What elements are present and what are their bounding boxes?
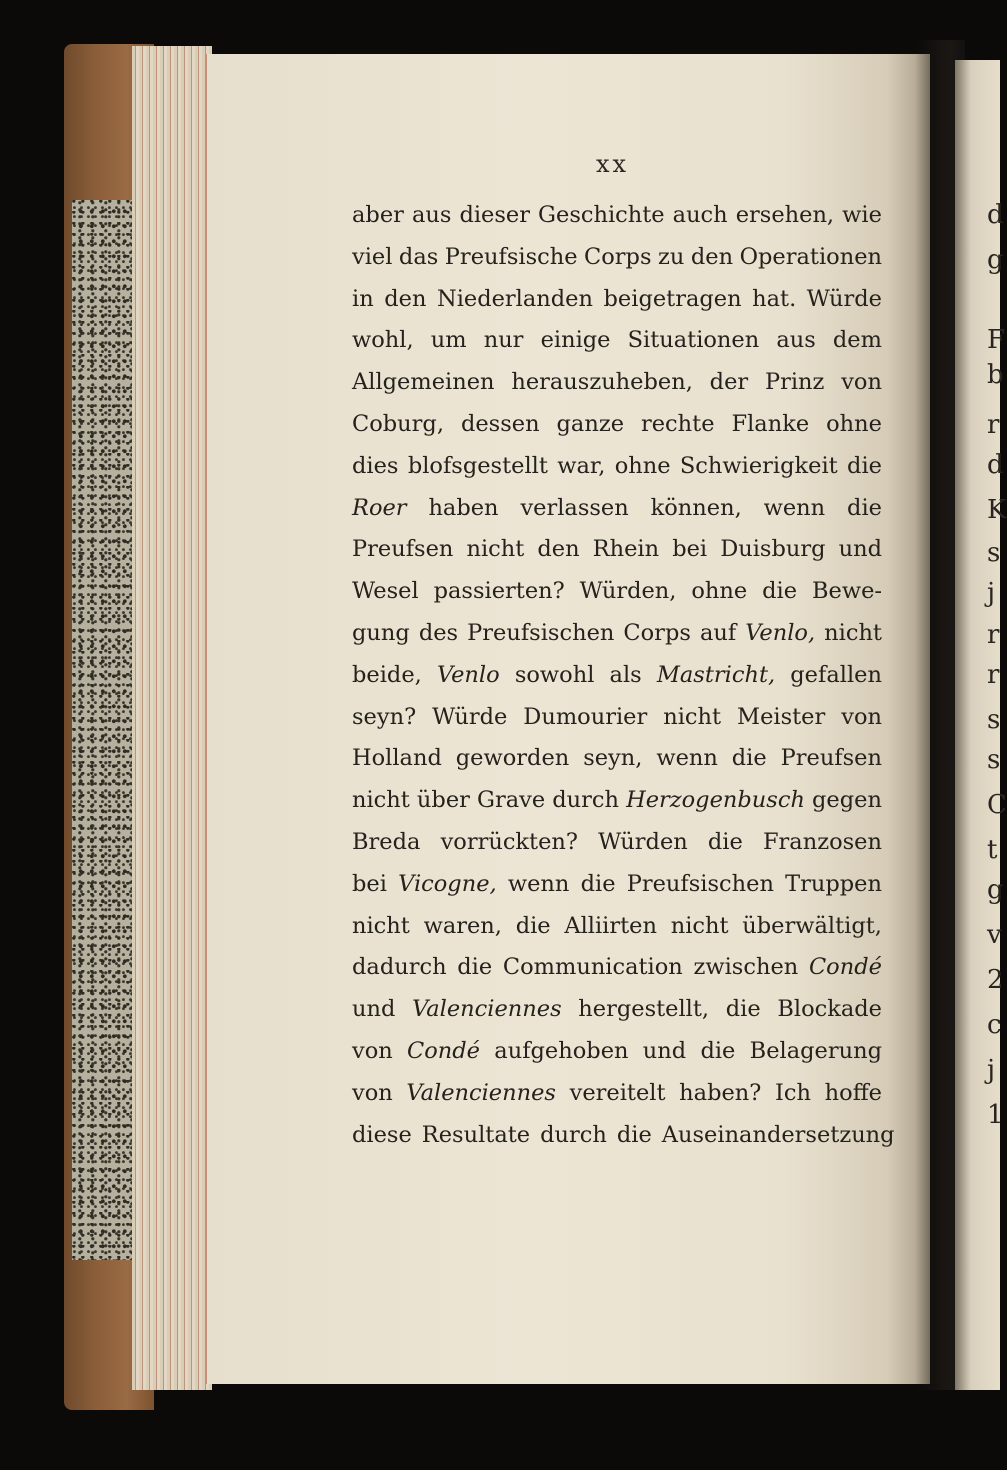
facing-page-letter: C [987, 790, 1007, 820]
word: und [838, 536, 882, 563]
word: Resultate [421, 1121, 531, 1148]
page-number: xx [596, 150, 630, 178]
body-text [352, 195, 895, 1156]
page-stack-edges [132, 46, 212, 1390]
word: Meister [737, 703, 826, 730]
word: geworden [455, 745, 570, 772]
word: von [841, 369, 882, 396]
word: hat. [752, 285, 797, 312]
facing-page-edge [955, 60, 1007, 1390]
word: Venlo [436, 661, 500, 688]
word: durch [552, 787, 619, 814]
facing-page-letter: g [987, 875, 1004, 905]
word: überwältigt, [742, 912, 882, 939]
word: herauszuheben, [511, 369, 693, 396]
facing-page-letter: j [987, 578, 996, 608]
word: wenn [763, 494, 826, 521]
word: den [690, 243, 734, 270]
facing-page-letter: 1 [987, 1100, 1004, 1130]
word: von [352, 1037, 393, 1064]
word: und [352, 996, 396, 1023]
facing-page-letter: b [987, 360, 1004, 390]
word: auf [699, 619, 737, 646]
text-line [352, 529, 882, 571]
word: Corps [584, 243, 652, 270]
word: und [642, 1037, 687, 1064]
word: ohne [691, 578, 748, 605]
word: nur [483, 327, 524, 354]
text-line [352, 446, 882, 488]
word: Communication [502, 954, 683, 981]
word: Roer [352, 494, 407, 521]
text-line [352, 237, 882, 279]
word: die [616, 1121, 652, 1148]
word: hergestellt, [578, 996, 710, 1023]
word: Prinz [764, 369, 825, 396]
word: den [384, 285, 427, 312]
word: ganze [556, 410, 625, 437]
word: rechte [640, 410, 715, 437]
word: einige [540, 327, 611, 354]
word: Belagerung [749, 1037, 882, 1064]
word: die [847, 452, 882, 479]
word: die [515, 912, 551, 939]
word: waren, [423, 912, 502, 939]
text-line [352, 488, 882, 530]
word: Wesel [352, 578, 419, 605]
text-line [352, 864, 882, 906]
facing-page-letter: F [987, 325, 1006, 355]
word: beide, [352, 661, 422, 688]
word: aufgehoben [494, 1037, 629, 1064]
word: Schwierigkeit [679, 452, 838, 479]
word: Würden [598, 828, 688, 855]
word: Dumourier [523, 703, 648, 730]
word: Franzosen [762, 828, 882, 855]
word: die [700, 1037, 736, 1064]
word: wohl, [352, 327, 414, 354]
word: Corps [623, 619, 691, 646]
word: Truppen [785, 870, 882, 897]
facing-page-letter: r [987, 620, 1000, 650]
word: wenn [507, 870, 570, 897]
word: haben? [679, 1079, 762, 1106]
word: Rhein [592, 536, 660, 563]
word: Breda [352, 828, 421, 855]
word: nicht [670, 912, 729, 939]
word: die [457, 954, 493, 981]
word: dies [352, 452, 399, 479]
word: Blockade [777, 996, 882, 1023]
facing-page-letter: r [987, 660, 1000, 690]
word: von [841, 703, 882, 730]
word: dessen [460, 410, 540, 437]
text-line [352, 195, 882, 237]
text-line [352, 613, 882, 655]
word: Preufsischen [626, 870, 774, 897]
word: seyn? [352, 703, 417, 730]
word: Valenciennes [412, 996, 562, 1023]
text-line [352, 947, 882, 989]
word: die [725, 996, 761, 1023]
text-line [352, 738, 882, 780]
word: von [352, 1079, 393, 1106]
word: vorrückten? [440, 828, 578, 855]
word: zwischen [693, 954, 799, 981]
text-line [352, 906, 882, 948]
word: Geschichte [538, 202, 665, 228]
text-line [352, 571, 882, 613]
word: Preufsische [444, 243, 578, 270]
facing-page-letter: K [987, 495, 1007, 525]
text-line [352, 404, 882, 446]
word: zu [658, 243, 685, 270]
word: Grave [476, 787, 546, 814]
text-line [352, 1073, 882, 1115]
word: Auseinandersetzung [661, 1121, 895, 1148]
word: seyn, [583, 745, 643, 772]
text-line [352, 320, 882, 362]
word: Würde [432, 703, 508, 730]
word: der [709, 369, 749, 396]
facing-page-letter: c [987, 1010, 1002, 1040]
word: Alliirten [564, 912, 657, 939]
word: nicht [466, 536, 525, 563]
word: bei [352, 870, 387, 897]
word: Allgemeinen [352, 369, 495, 396]
word: dadurch [352, 954, 447, 981]
word: blofsgestellt [407, 452, 548, 479]
word: aber [352, 202, 404, 228]
word: ohne [614, 452, 671, 479]
word: nicht [352, 787, 410, 814]
word: Würden, [579, 578, 677, 605]
facing-page-letter: s [987, 745, 1001, 775]
text-line [352, 279, 882, 321]
facing-page-letter: v [987, 920, 1002, 950]
word: bei [672, 536, 708, 563]
word: Condé [808, 954, 882, 981]
word: Valenciennes [406, 1079, 556, 1106]
word: Mastricht, [656, 661, 776, 688]
facing-page-letter: t [987, 835, 998, 865]
word: Preufsischen [467, 619, 615, 646]
word: die [731, 745, 767, 772]
facing-page-letter: d [987, 200, 1004, 230]
word: über [416, 787, 470, 814]
text-line [352, 1115, 895, 1157]
word: die [580, 870, 616, 897]
word: Duisburg [720, 536, 826, 563]
word: können, [650, 494, 742, 521]
facing-page-letter: d [987, 450, 1004, 480]
word: dem [832, 327, 882, 354]
text-line [352, 780, 882, 822]
word: Ich [775, 1079, 811, 1106]
word: des [418, 619, 459, 646]
word: gung [352, 619, 410, 646]
word: war, [557, 452, 606, 479]
text-line [352, 822, 882, 864]
word: die [762, 578, 798, 605]
facing-page-letter: j [987, 1055, 996, 1085]
word: nicht [824, 619, 882, 646]
facing-page-letter: r [987, 410, 1000, 440]
text-line [352, 655, 882, 697]
word: Preufsen [780, 745, 882, 772]
word: diese [352, 1121, 412, 1148]
word: als [609, 661, 642, 688]
word: Coburg, [352, 410, 444, 437]
word: aus [776, 327, 816, 354]
word: die [707, 828, 743, 855]
word: haben [428, 494, 499, 521]
word: Vicogne, [398, 870, 497, 897]
word: Bewe- [811, 578, 882, 605]
facing-page-letter: 2 [987, 965, 1004, 995]
word: Holland [352, 745, 442, 772]
word: Condé [407, 1037, 481, 1064]
word: nicht [663, 703, 722, 730]
word: Operationen [739, 243, 882, 270]
word: vereitelt [569, 1079, 666, 1106]
word: ohne [826, 410, 882, 437]
word: Niederlanden [437, 285, 593, 312]
text-line [352, 1031, 882, 1073]
word: Preufsen [352, 536, 454, 563]
text-line [352, 362, 882, 404]
text-line [352, 697, 882, 739]
word: wenn [656, 745, 718, 772]
word: die [847, 494, 882, 521]
word: Flanke [731, 410, 810, 437]
word: Situationen [627, 327, 760, 354]
word: aus [411, 202, 452, 228]
word: wie [842, 202, 882, 228]
word: Herzogenbusch [626, 787, 805, 814]
word: verlassen [520, 494, 629, 521]
facing-page-letter: g [987, 245, 1004, 275]
word: Würde [806, 285, 882, 312]
facing-page-letter: s [987, 538, 1001, 568]
word: passierten? [433, 578, 565, 605]
word: hoffe [824, 1079, 882, 1106]
word: auch [672, 202, 728, 228]
word: beigetragen [603, 285, 742, 312]
word: in [352, 285, 374, 312]
word: Venlo, [745, 619, 816, 646]
word: dieser [459, 202, 530, 228]
word: viel [352, 243, 393, 270]
word: durch [540, 1121, 607, 1148]
word: um [430, 327, 467, 354]
word: den [537, 536, 580, 563]
word: gegen [812, 787, 882, 814]
facing-page-letter: s [987, 705, 1001, 735]
text-line [352, 989, 882, 1031]
word: gefallen [790, 661, 882, 688]
word: sowohl [514, 661, 595, 688]
word: das [398, 243, 439, 270]
word: ersehen, [735, 202, 835, 228]
word: nicht [352, 912, 410, 939]
